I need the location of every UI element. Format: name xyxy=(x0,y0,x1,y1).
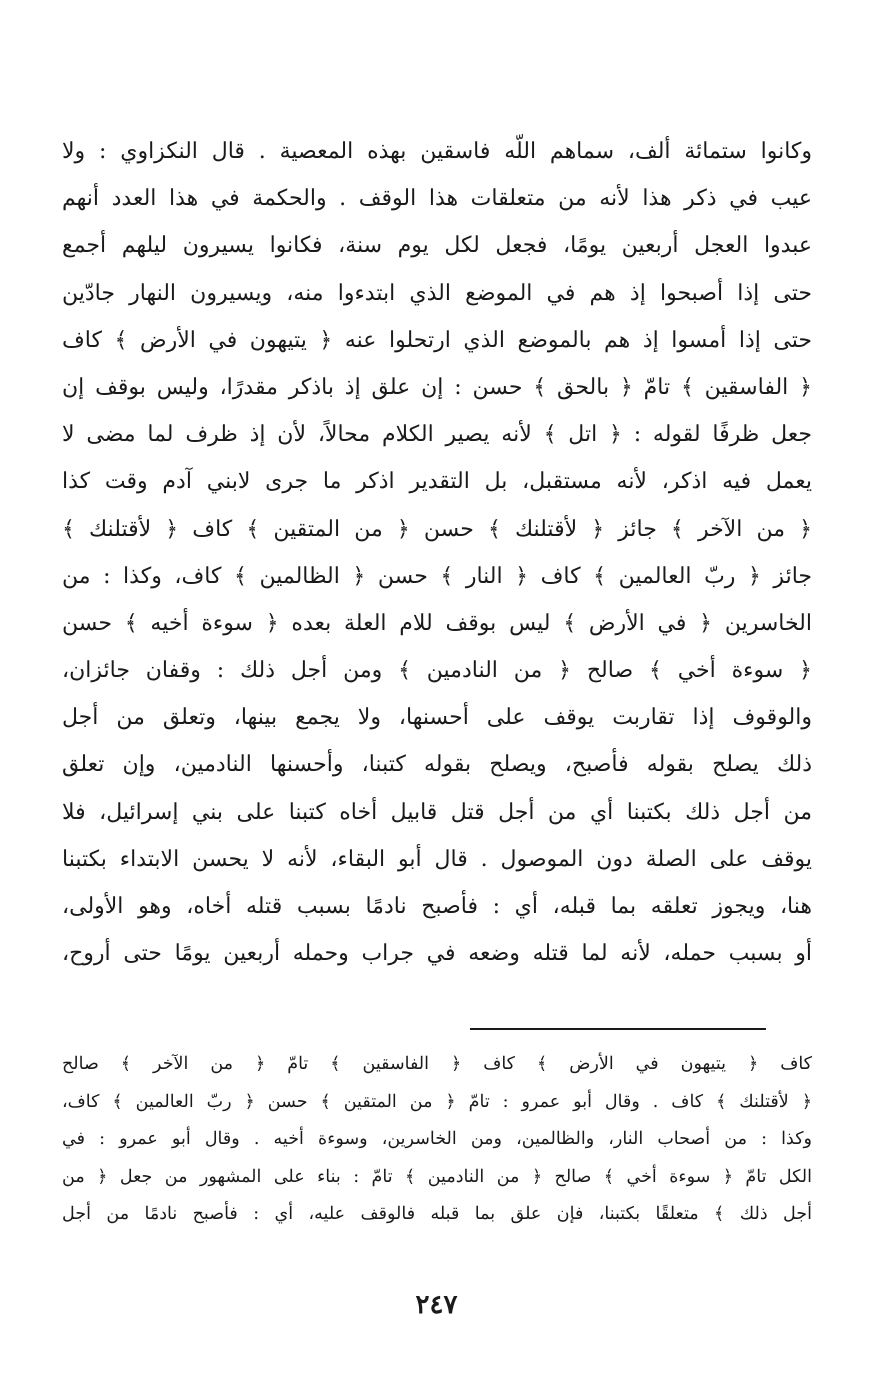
footnotes-block xyxy=(62,1046,812,1234)
text-line: أو بسبب حمله، لأنه لما قتله وضعه في جراب وحمله أربعين يومًا حتى أروح، xyxy=(62,941,812,967)
text-line: حتى إذا أمسوا إذ هم بالموضع الذي ارتحلوا عنه ﴿ يتيهون في الأرض ﴾ كاف xyxy=(62,327,812,353)
footnote-line: الكل تامّ ﴿ سوءة أخي ﴾ صالح ﴿ من النادمين ﴾ تامّ : بناء على المشهور من جعل ﴿ من xyxy=(62,1166,812,1187)
text-line: جعل ظرفًا لقوله : ﴿ اتل ﴾ لأنه يصير الكلام محالاً، لأن إذ ظرف لما مضى لا xyxy=(62,422,812,448)
text-line: جائز ﴿ ربّ العالمين ﴾ كاف ﴿ النار ﴾ حسن ﴿ الظالمين ﴾ كاف، وكذا : من xyxy=(62,563,812,589)
page-number: ٢٤٧ xyxy=(415,1290,458,1320)
text-line: هنا، ويجوز تعلقه بما قبله، أي : فأصبح نادمًا بسبب قتله أخاه، وهو الأولى، xyxy=(62,894,812,919)
text-line: ﴿ سوءة أخي ﴾ صالح ﴿ من النادمين ﴾ ومن أجل ذلك : وقفان جائزان، xyxy=(62,658,812,684)
footnote-line: ﴿ لأقتلنك ﴾ كاف . وقال أبو عمرو : تامّ ﴿ من المتقين ﴾ حسن ﴿ ربّ العالمين ﴾ كاف، xyxy=(62,1091,812,1112)
text-line: وكانوا ستمائة ألف، سماهم اللّه فاسقين بهذه المعصية . قال النكزاوي : ولا xyxy=(62,139,812,164)
footnote-line: وكذا : من أصحاب النار، والظالمين، ومن الخاسرين، وسوءة أخيه . وقال أبو عمرو : في xyxy=(62,1129,812,1150)
text-line: ﴿ من الآخر ﴾ جائز ﴿ لأقتلنك ﴾ حسن ﴿ من المتقين ﴾ كاف ﴿ لأقتلنك ﴾ xyxy=(62,516,812,542)
text-line: من أجل ذلك بكتبنا أي من أجل قتل قابيل أخاه كتبنا على بني إسرائيل، فلا xyxy=(62,799,812,825)
text-line: يوقف على الصلة دون الموصول . قال أبو البقاء، لأنه لا يحسن الابتداء بكتبنا xyxy=(62,846,812,872)
text-line: ﴿ الفاسقين ﴾ تامّ ﴿ بالحق ﴾ حسن : إن علق إذ باذكر مقدرًا، وليس بوقف إن xyxy=(62,374,812,400)
footnote-line: أجل ذلك ﴾ متعلقًا بكتبنا، فإن علق بما قبله فالوقف عليه، أي : فأصبح نادمًا من أجل xyxy=(62,1204,812,1225)
text-line: عيب في ذكر هذا لأنه من متعلقات هذا الوقف . والحكمة في هذا العدد أنهم xyxy=(62,186,812,212)
text-line: ذلك يصلح بقوله فأصبح، ويصلح بقوله كتبنا، وأحسنها النادمين، وإن تعلق xyxy=(62,752,812,778)
text-line: حتى إذا أصبحوا إذ هم في الموضع الذي ابتدءوا منه، ويسيرون النهار جادّين xyxy=(62,280,812,306)
footnote-line: كاف ﴿ يتيهون في الأرض ﴾ كاف ﴿ الفاسقين ﴾ تامّ ﴿ من الآخر ﴾ صالح xyxy=(62,1054,812,1074)
text-line: الخاسرين ﴿ في الأرض ﴾ ليس بوقف للام العلة بعده ﴿ سوءة أخيه ﴾ حسن xyxy=(62,610,812,636)
text-line: والوقوف إذا تقاربت يوقف على أحسنها، ولا يجمع بينها، وتعلق من أجل xyxy=(62,705,812,731)
text-line: عبدوا العجل أربعين يومًا، فجعل لكل يوم سنة، فكانوا يسيرون ليلهم أجمع xyxy=(62,233,812,259)
text-line: يعمل فيه اذكر، لأنه مستقبل، بل التقدير اذكر ما جرى لابني آدم وقت كذا xyxy=(62,469,812,495)
main-text-block xyxy=(62,128,812,977)
footnote-divider xyxy=(470,1028,766,1030)
